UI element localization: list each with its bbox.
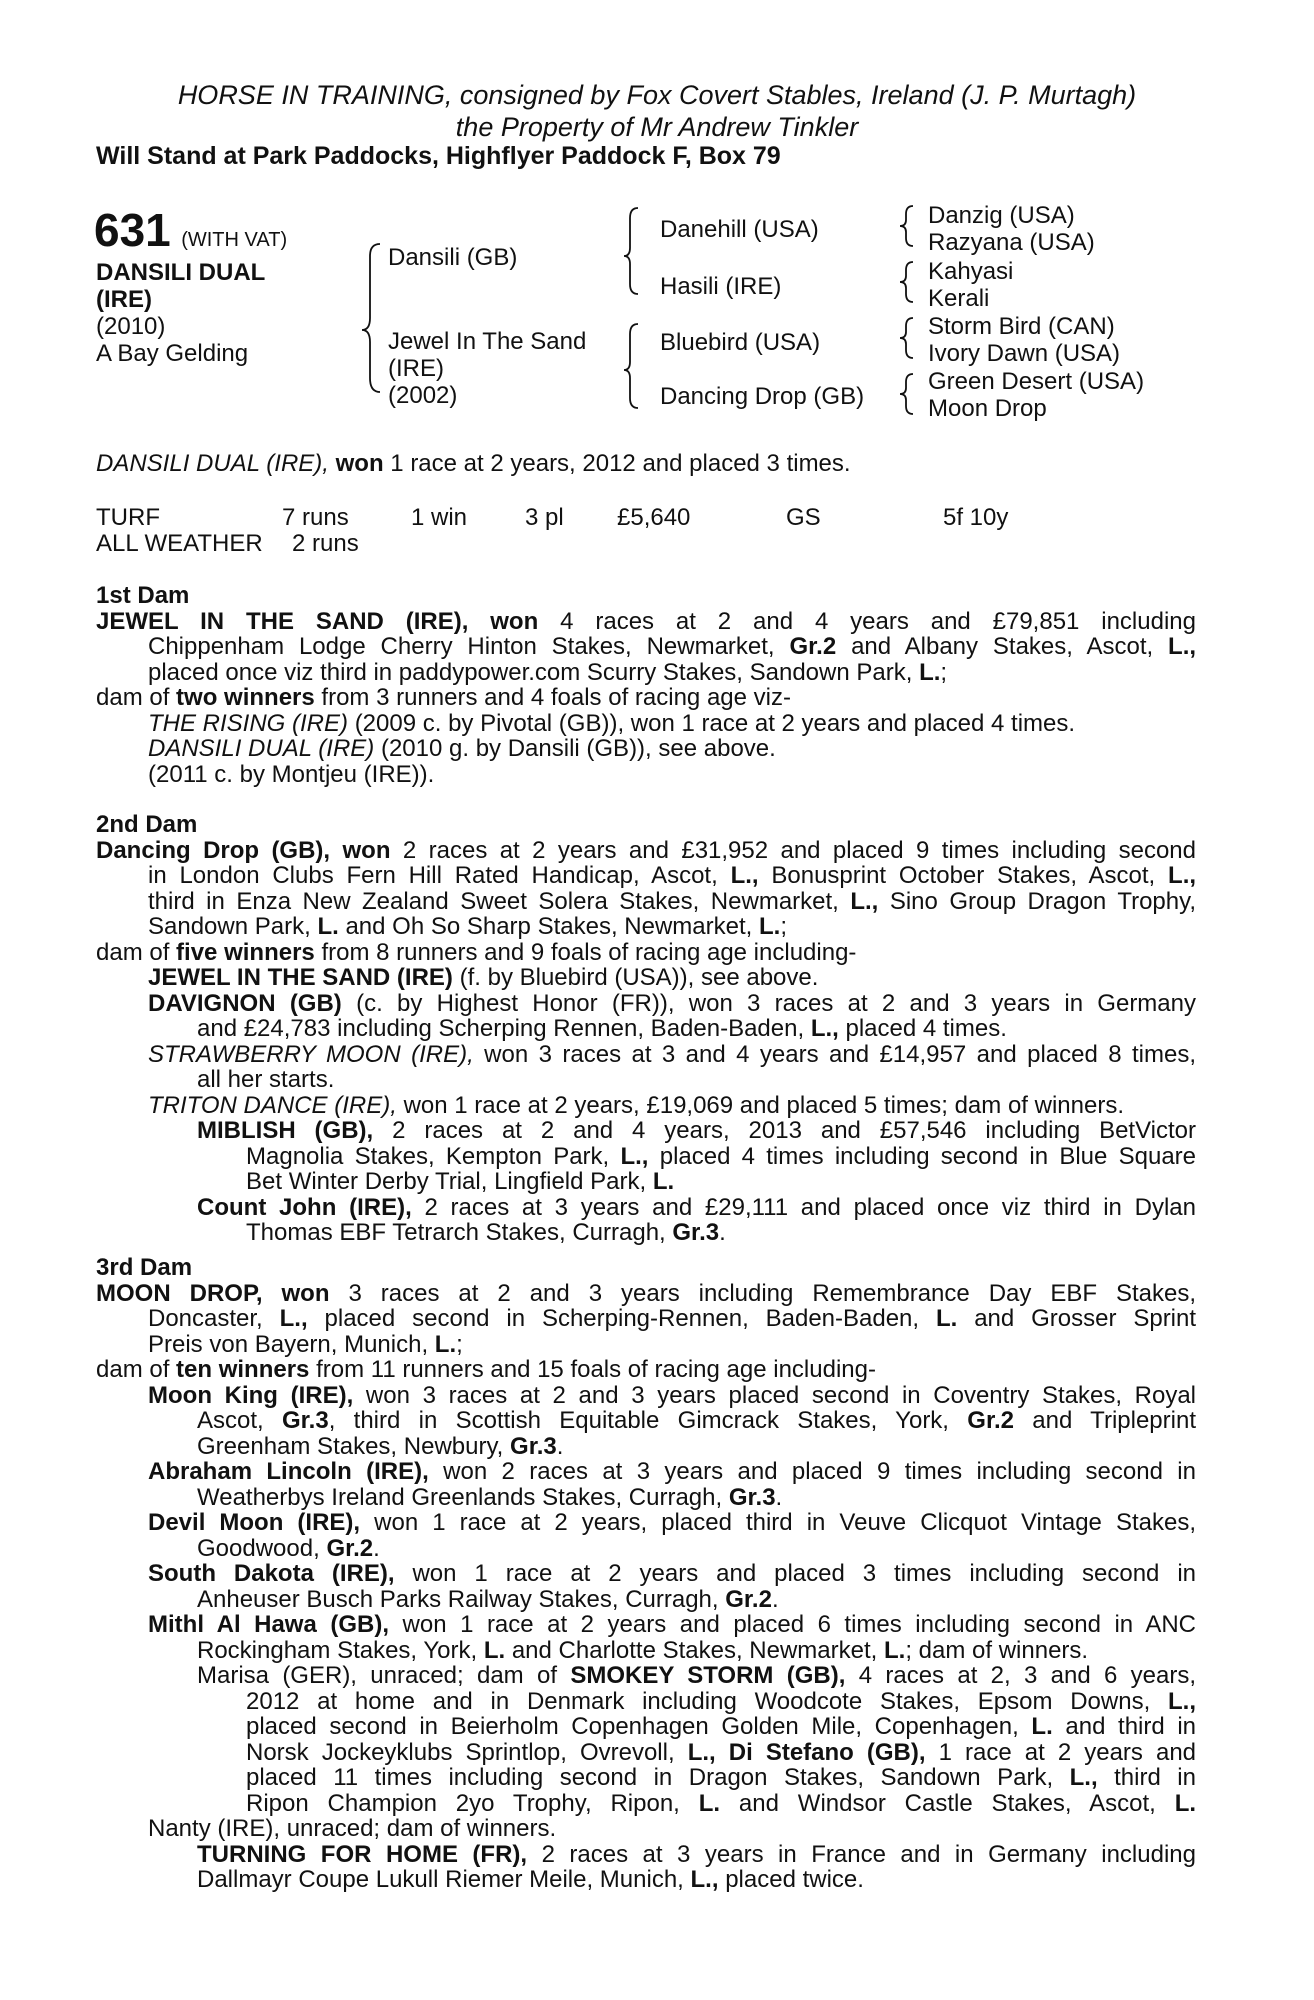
third-dam-progeny: Moon King (IRE), won 3 races at 2 and 3 years placed second in Coventry Stakes, Royal [148,1381,1197,1409]
second-dam-line: third in Enza New Zealand Sweet Solera Stakes, Newmarket, L., Sino Group Dragon Trophy, [148,887,1197,915]
record-aw-label: ALL WEATHER [96,530,263,557]
pedigree-gen3-3: Bluebird (USA) [660,329,821,356]
first-dam-line: Chippenham Lodge Cherry Hinton Stakes, Newmarket, Gr.2 and Albany Stakes, Ascot, L., [148,633,1197,660]
first-dam-section [96,583,1196,787]
record-turf-runs: 7 runs [282,504,349,531]
third-dam-grandprogeny: placed 11 times including second in Dragon Stakes, Sandown Park, L., third in [246,1764,1196,1791]
third-dam-section [96,1255,1196,1893]
pedigree-gen4-6: Ivory Dawn (USA) [928,340,1121,367]
third-dam-grandprogeny: Dallmayr Coupe Lukull Riemer Meile, Munich, L., placed twice. [197,1866,864,1893]
record-turf-going: GS [786,504,821,531]
second-dam-grandprogeny: Thomas EBF Tetrarch Stakes, Curragh, Gr.3. [246,1219,726,1246]
brace-hasili [900,262,913,302]
second-dam-progeny: TRITON DANCE (IRE), won 1 race at 2 years, £19,069 and placed 5 times; dam of winners. [148,1091,1124,1119]
third-dam-line: Preis von Bayern, Munich, L.; [148,1330,463,1358]
pedigree-gen4-8: Moon Drop [928,395,1047,422]
third-dam-grandprogeny: Norsk Jockeyklubs Sprintlop, Ovrevoll, L., Di Stefano (GB), 1 race at 2 years and [246,1738,1197,1766]
pedigree-dam: Jewel In The Sand [388,328,587,355]
record-turf-wins: 1 win [411,504,468,531]
second-dam-progeny: DAVIGNON (GB) (c. by Highest Honor (FR)), won 3 races at 2 and 3 years in Germany [148,989,1196,1017]
second-dam-grandprogeny: MIBLISH (GB), 2 races at 2 and 4 years, 2013 and £57,546 including BetVictor [197,1117,1197,1144]
pedigree-gen4-5: Storm Bird (CAN) [928,313,1115,340]
header-location: Will Stand at Park Paddocks, Highflyer Paddock F, Box 79 [96,142,781,170]
first-dam-line: dam of two winners from 3 runners and 4 foals of racing age viz- [96,684,791,711]
third-dam-grandprogeny: Ripon Champion 2yo Trophy, Ripon, L. and Windsor Castle Stakes, Ascot, L. [246,1789,1197,1817]
pedigree-dam-country: (IRE) [388,355,444,382]
race-summary: DANSILI DUAL (IRE), won 1 race at 2 years, 2012 and placed 3 times. [96,450,851,477]
pedigree-gen4-1: Danzig (USA) [928,202,1075,229]
third-dam-line: Doncaster, L., placed second in Scherping-Rennen, Baden-Baden, L. and Grosser Sprint [148,1305,1197,1332]
brace-dam-line [624,324,638,408]
second-dam-line: in London Clubs Fern Hill Rated Handicap, Ascot, L., Bonusprint October Stakes, Ascot, L., [148,862,1197,889]
third-dam-line: MOON DROP, won 3 races at 2 and 3 years including Remembrance Day EBF Stakes, [96,1279,1196,1307]
first-dam-progeny: THE RISING (IRE) (2009 c. by Pivotal (GB)), won 1 race at 2 years and placed 4 times. [148,709,1076,737]
brace-bluebird [900,318,913,358]
record-turf-earnings: £5,640 [617,504,691,531]
third-dam-progeny: Weatherbys Ireland Greenlands Stakes, Curragh, Gr.3. [197,1483,783,1511]
second-dam-grandprogeny: Count John (IRE), 2 races at 3 years and £29,111 and placed once viz third in Dylan [197,1193,1196,1221]
third-dam-progeny: Abraham Lincoln (IRE), won 2 races at 3 years and placed 9 times including second in [148,1458,1196,1485]
horse-description: A Bay Gelding [96,340,249,367]
third-dam-grandprogeny: placed second in Beierholm Copenhagen Golden Mile, Copenhagen, L. and third in [246,1713,1197,1740]
second-dam-section [96,812,1196,1246]
second-dam-grandprogeny: Bet Winter Derby Trial, Lingfield Park, L. [246,1168,675,1195]
foaling-year: (2010) [96,313,166,340]
lot-number: 631 [94,204,171,256]
third-dam-grandprogeny: Marisa (GER), unraced; dam of SMOKEY STORM (GB), 4 races at 2, 3 and 6 years, [197,1662,1197,1689]
third-dam-grandprogeny: 2012 at home and in Denmark including Woodcote Stakes, Epsom Downs, L., [246,1687,1196,1715]
record-turf-label: TURF [96,504,160,531]
second-dam-line: Dancing Drop (GB), won 2 races at 2 years and £31,952 and placed 9 times including second [96,836,1197,864]
brace-sire-dam [362,244,380,392]
first-dam-line: placed once viz third in paddypower.com Scurry Stakes, Sandown Park, L.; [148,658,948,686]
second-dam-line: Sandown Park, L. and Oh So Sharp Stakes, Newmarket, L.; [148,913,787,940]
third-dam-grandprogeny: TURNING FOR HOME (FR), 2 races at 3 years in France and in Germany including [197,1840,1196,1868]
pedigree-gen3-2: Hasili (IRE) [660,273,782,300]
horse-name-country: (IRE) [96,286,152,313]
second-dam-grandprogeny: Magnolia Stakes, Kempton Park, L., placed 4 times including second in Blue Square [246,1142,1197,1170]
record-aw-runs: 2 runs [292,530,359,557]
third-dam-progeny: Nanty (IRE), unraced; dam of winners. [148,1815,557,1842]
vat-note: (WITH VAT) [181,229,288,251]
second-dam-progeny: JEWEL IN THE SAND (IRE) (f. by Bluebird (USA)), see above. [148,964,819,991]
pedigree-sire: Dansili (GB) [388,244,518,271]
third-dam-progeny: Devil Moon (IRE), won 1 race at 2 years, placed third in Veuve Clicquot Vintage Stakes, [148,1509,1196,1536]
horse-name: DANSILI DUAL [96,259,266,286]
pedigree-gen4-7: Green Desert (USA) [928,368,1145,395]
third-dam-progeny: Mithl Al Hawa (GB), won 1 race at 2 years and placed 6 times including second in ANC [148,1611,1196,1638]
first-dam-line: JEWEL IN THE SAND (IRE), won 4 races at 2 and 4 years and £79,851 including [96,607,1196,635]
pedigree-gen4-2: Razyana (USA) [928,229,1095,256]
record-turf-placed: 3 pl [525,504,564,531]
pedigree-gen4-4: Kerali [928,285,990,312]
pedigree-gen4-3: Kahyasi [928,258,1014,285]
third-dam-progeny: Anheuser Busch Parks Railway Stakes, Curragh, Gr.2. [197,1585,779,1613]
third-dam-progeny: Greenham Stakes, Newbury, Gr.3. [197,1432,564,1460]
third-dam-line: dam of ten winners from 11 runners and 15 foals of racing age including- [96,1356,876,1383]
second-dam-heading: 2nd Dam [96,811,198,838]
brace-danehill [900,206,913,246]
third-dam-progeny: Rockingham Stakes, York, L. and Charlotte Stakes, Newmarket, L.; dam of winners. [197,1636,1089,1664]
third-dam-heading: 3rd Dam [96,1254,193,1281]
second-dam-line: dam of five winners from 8 runners and 9 foals of racing age including- [96,938,857,966]
second-dam-progeny: all her starts. [197,1066,335,1093]
brace-dancingdrop [900,374,913,414]
brace-sire-line [624,208,638,294]
header-owner: the Property of Mr Andrew Tinkler [455,112,859,142]
record-turf-distance: 5f 10y [943,504,1009,531]
first-dam-progeny: (2011 c. by Montjeu (IRE)). [148,760,435,788]
third-dam-progeny: Ascot, Gr.3, third in Scottish Equitable Gimcrack Stakes, York, Gr.2 and Tripleprint [197,1407,1196,1434]
first-dam-heading: 1st Dam [96,582,190,609]
third-dam-progeny: South Dakota (IRE), won 1 race at 2 years and placed 3 times including second in [148,1560,1196,1587]
pedigree-gen3-4: Dancing Drop (GB) [660,383,865,410]
second-dam-progeny: STRAWBERRY MOON (IRE), won 3 races at 3 and 4 years and £14,957 and placed 8 times, [148,1040,1197,1068]
second-dam-progeny: and £24,783 including Scherping Rennen, Baden-Baden, L., placed 4 times. [197,1015,1007,1042]
third-dam-progeny: Goodwood, Gr.2. [197,1534,380,1562]
pedigree-dam-year: (2002) [388,382,458,409]
first-dam-progeny: DANSILI DUAL (IRE) (2010 g. by Dansili (GB)), see above. [148,735,776,762]
header-consignor: HORSE IN TRAINING, consigned by Fox Covert Stables, Ireland (J. P. Murtagh) [177,80,1137,110]
pedigree-gen3-1: Danehill (USA) [660,216,819,243]
